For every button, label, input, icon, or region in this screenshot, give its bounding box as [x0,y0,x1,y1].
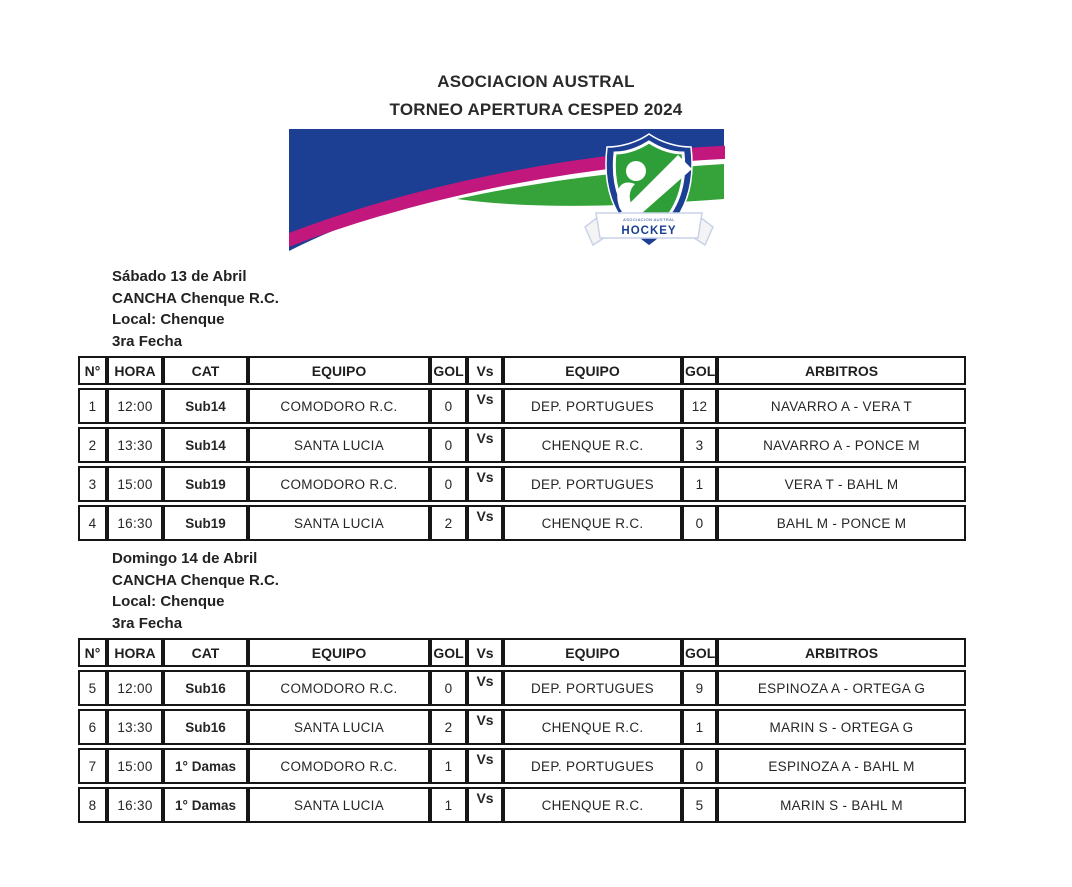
table-header-row [78,638,966,667]
table-cell: 16:30 [107,505,163,541]
table-cell: 7 [78,748,107,784]
document-title-line1: ASOCIACION AUSTRAL [437,72,635,91]
table-header-cell: GOL [682,638,717,667]
fixtures-table [78,635,966,826]
table-cell: CHENQUE R.C. [503,427,682,463]
table-cell: DEP. PORTUGUES [503,670,682,706]
section-heading-line: Sábado 13 de Abril [112,268,247,285]
table-cell: NAVARRO A - VERA T [717,388,966,424]
table-cell: 0 [430,388,467,424]
section-heading-line: CANCHA Chenque R.C. [112,289,279,307]
table-cell: 1 [682,466,717,502]
table-cell: ESPINOZA A - ORTEGA G [717,670,966,706]
table-cell: 15:00 [107,466,163,502]
table-cell: 6 [78,709,107,745]
section-heading-line: Local: Chenque [112,593,225,610]
table-header-cell: CAT [163,638,248,667]
table-cell: 12:00 [107,670,163,706]
table-cell: ESPINOZA A - BAHL M [717,748,966,784]
table-cell: Sub19 [163,466,248,502]
table-cell: 5 [78,670,107,706]
table-cell: 1° Damas [163,748,248,784]
table-header-row [78,356,966,385]
table-cell: Sub16 [163,709,248,745]
table-cell: COMODORO R.C. [248,388,430,424]
table-cell: Vs [467,787,503,823]
table-cell: 5 [682,787,717,823]
table-cell: MARIN S - BAHL M [717,787,966,823]
table-cell: Vs [467,748,503,784]
table-row [78,388,966,424]
table-cell: DEP. PORTUGUES [503,466,682,502]
table-header-cell: Vs [467,638,503,667]
table-cell: 3 [78,466,107,502]
table-header-cell: GOL [430,638,467,667]
table-cell: Sub14 [163,427,248,463]
table-cell: SANTA LUCIA [248,505,430,541]
table-header-cell: EQUIPO [248,356,430,385]
table-cell: SANTA LUCIA [248,787,430,823]
table-cell: 1° Damas [163,787,248,823]
section-heading-line: Local: Chenque [112,311,225,328]
table-row [78,505,966,541]
table-row [78,427,966,463]
table-header-cell: N° [78,356,107,385]
table-row [78,670,966,706]
table-header-cell: EQUIPO [503,638,682,667]
document-title [0,68,1072,124]
table-cell: CHENQUE R.C. [503,505,682,541]
table-cell: Vs [467,388,503,424]
table-cell: SANTA LUCIA [248,709,430,745]
table-cell: Vs [467,709,503,745]
table-cell: 0 [430,427,467,463]
table-cell: CHENQUE R.C. [503,787,682,823]
table-cell: COMODORO R.C. [248,466,430,502]
table-row [78,709,966,745]
table-header-cell: CAT [163,356,248,385]
table-header-cell: ARBITROS [717,356,966,385]
table-cell: SANTA LUCIA [248,427,430,463]
table-cell: 2 [430,709,467,745]
table-header-cell: ARBITROS [717,638,966,667]
table-header-cell: Vs [467,356,503,385]
table-cell: DEP. PORTUGUES [503,388,682,424]
table-cell: Vs [467,427,503,463]
section-heading-line: Domingo 14 de Abril [112,550,258,567]
section-heading [112,548,966,634]
ribbon-hockey-text: HOCKEY [621,225,677,237]
table-cell: 15:00 [107,748,163,784]
table-cell: 13:30 [107,427,163,463]
table-cell: MARIN S - ORTEGA G [717,709,966,745]
ribbon-small-text: ASOCIACION AUSTRAL [623,217,675,222]
fixtures-table [78,353,966,544]
table-cell: BAHL M - PONCE M [717,505,966,541]
table-cell: 0 [682,505,717,541]
banner-graphic [289,129,725,263]
table-cell: Vs [467,670,503,706]
hockey-ball [626,161,646,181]
table-header-cell: EQUIPO [248,638,430,667]
table-cell: Sub16 [163,670,248,706]
table-cell: COMODORO R.C. [248,670,430,706]
table-header-cell: HORA [107,638,163,667]
table-row [78,748,966,784]
table-cell: 1 [430,787,467,823]
table-cell: 16:30 [107,787,163,823]
table-cell: Sub14 [163,388,248,424]
association-logo-banner [289,129,725,263]
section-heading-line: 3ra Fecha [112,614,183,632]
table-cell: 0 [430,670,467,706]
table-cell: 3 [682,427,717,463]
table-cell: DEP. PORTUGUES [503,748,682,784]
table-cell: CHENQUE R.C. [503,709,682,745]
table-cell: 1 [78,388,107,424]
table-header-cell: EQUIPO [503,356,682,385]
table-header-cell: HORA [107,356,163,385]
table-cell: 0 [430,466,467,502]
section-heading-line: 3ra Fecha [112,332,183,350]
table-cell: Vs [467,505,503,541]
table-cell: Sub19 [163,505,248,541]
match-day-section [78,548,966,826]
table-cell: 1 [682,709,717,745]
table-header-cell: N° [78,638,107,667]
match-day-section [78,266,966,544]
table-cell: NAVARRO A - PONCE M [717,427,966,463]
table-header-cell: GOL [682,356,717,385]
table-cell: Vs [467,466,503,502]
table-cell: 4 [78,505,107,541]
table-cell: COMODORO R.C. [248,748,430,784]
table-cell: VERA T - BAHL M [717,466,966,502]
table-cell: 13:30 [107,709,163,745]
table-header-cell: GOL [430,356,467,385]
table-cell: 0 [682,748,717,784]
table-cell: 12:00 [107,388,163,424]
section-heading-line: CANCHA Chenque R.C. [112,571,279,589]
table-cell: 12 [682,388,717,424]
table-row [78,466,966,502]
section-heading [112,266,966,352]
table-cell: 2 [430,505,467,541]
document-title-line2: TORNEO APERTURA CESPED 2024 [389,100,683,119]
table-row [78,787,966,823]
table-cell: 1 [430,748,467,784]
table-cell: 9 [682,670,717,706]
table-cell: 8 [78,787,107,823]
table-cell: 2 [78,427,107,463]
